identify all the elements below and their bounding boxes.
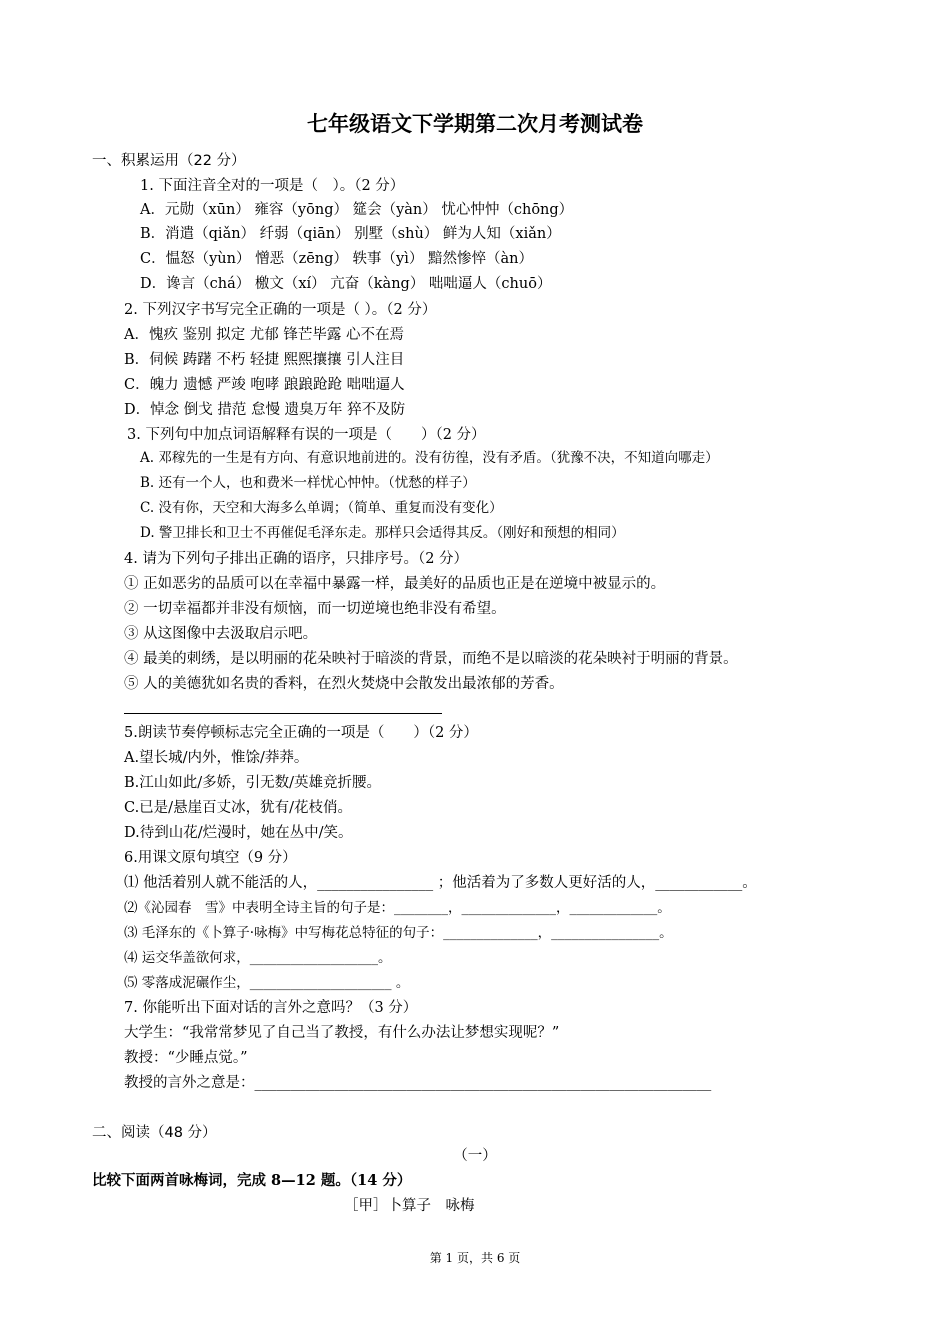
text-line: A．元勋（xūn） 雍容（yōng） 筵会（yàn） 忧心忡忡（chōng） xyxy=(140,202,574,218)
page-footer: 第 1 页，共 6 页 xyxy=(429,1251,521,1265)
text-line: 7. 你能听出下面对话的言外之意吗？（3 分） xyxy=(124,1000,418,1016)
text-line: A. 邓稼先的一生是有方向、有意识地前进的。没有彷徨，没有矛盾。（犹豫不决，不知道向哪走） xyxy=(140,450,719,466)
text-line: 教授的言外之意是：_______________________________________________________________ xyxy=(124,1075,712,1091)
text-line: 教授：“少睡点觉。” xyxy=(124,1050,248,1066)
text-line: D. 警卫排长和卫士不再催促毛泽东走。那样只会适得其反。（刚好和预想的相同） xyxy=(140,525,625,541)
text-line: ⑶ 毛泽东的《卜算子·咏梅》中写梅花总特征的句子：______________，________________。 xyxy=(124,925,673,941)
text-line: D.待到山花/烂漫时，她在丛中/笑。 xyxy=(124,825,353,841)
text-line: C.已是/悬崖百丈冰，犹有/花枝俏。 xyxy=(124,800,352,816)
text-line: B．消遣（qiǎn） 纤弱（qiān） 别墅（shù） 鲜为人知（xiǎn） xyxy=(140,226,561,242)
text-line: ⑴ 他活着别人就不能活的人，________________ ；他活着为了多数人更好活的人，____________。 xyxy=(124,875,757,891)
text-line: ⑸ 零落成泥碾作尘，_____________________ 。 xyxy=(124,975,410,991)
section-heading: 一、积累运用（22 分） xyxy=(92,153,246,169)
text-line: A.望长城/内外，惟馀/莽莽。 xyxy=(124,750,309,766)
text-line: 4. 请为下列句子排出正确的语序，只排序号。（2 分） xyxy=(124,551,469,567)
text-line: B.江山如此/多娇，引无数/英雄竞折腰。 xyxy=(124,775,382,791)
text-line: ⑤ 人的美德犹如名贵的香料，在烈火焚烧中会散发出最浓郁的芳香。 xyxy=(124,676,564,692)
text-line: ⑷ 运交华盖欲何求，___________________。 xyxy=(124,950,392,966)
text-line: B．伺候 踌躇 不朽 轻捷 熙熙攘攘 引人注目 xyxy=(124,352,405,368)
text-line: ⑵《沁园春 雪》中表明全诗主旨的句子是：________，______________，_____________。 xyxy=(124,900,671,916)
text-line: C．魄力 遗憾 严竣 咆哮 踉踉跄跄 咄咄逼人 xyxy=(124,377,405,393)
text-line: 大学生：“我常常梦见了自己当了教授，有什么办法让梦想实现呢？” xyxy=(124,1025,560,1041)
text-line: ③ 从这图像中去汲取启示吧。 xyxy=(124,626,318,642)
text-line: D．悼念 倒戈 措范 怠慢 遗臭万年 猝不及防 xyxy=(124,402,406,418)
text-line: 6.用课文原句填空（9 分） xyxy=(124,850,297,866)
text-line: 2. 下列汉字书写完全正确的一项是（ ）。（2 分） xyxy=(124,302,437,318)
text-line: B. 还有一个人，也和费米一样忧心忡忡。（忧愁的样子） xyxy=(140,475,476,491)
reading-instruction: 比较下面两首咏梅词，完成 8—12 题。（14 分） xyxy=(92,1172,412,1189)
text-line: 3. 下列句中加点词语解释有误的一项是（ ）（2 分） xyxy=(127,427,486,443)
poem-title: ［甲］卜算子 咏梅 xyxy=(344,1198,475,1214)
text-line: ① 正如恶劣的品质可以在幸福中暴露一样，最美好的品质也正是在逆境中被显示的。 xyxy=(124,576,666,592)
text-line: 1. 下面注音全对的一项是（ ）。（2 分） xyxy=(140,178,405,194)
text-line: ② 一切幸福都并非没有烦恼，而一切逆境也绝非没有希望。 xyxy=(124,601,506,617)
section-heading: 二、阅读（48 分） xyxy=(92,1125,217,1141)
text-line: ④ 最美的刺绣，是以明丽的花朵映衬于暗淡的背景，而绝不是以暗淡的花朵映衬于明丽的背景。 xyxy=(124,651,738,667)
answer-line xyxy=(124,713,442,714)
part-label: （一） xyxy=(453,1148,497,1164)
page-title: 七年级语文下学期第二次月考测试卷 xyxy=(307,112,643,136)
text-line: C. 没有你，天空和大海多么单调；（简单、重复而没有变化） xyxy=(140,500,503,516)
text-line: A．愧疚 鉴别 拟定 尤郁 锋芒毕露 心不在焉 xyxy=(124,327,405,343)
text-line: C．愠怒（yùn） 憎恶（zēng） 轶事（yì） 黯然惨悴（àn） xyxy=(140,251,533,267)
text-line: 5.朗读节奏停顿标志完全正确的一项是（ ）（2 分） xyxy=(124,725,478,741)
text-line: D．谗言（chá） 檄文（xí） 亢奋（kàng） 咄咄逼人（chuō） xyxy=(140,276,552,292)
